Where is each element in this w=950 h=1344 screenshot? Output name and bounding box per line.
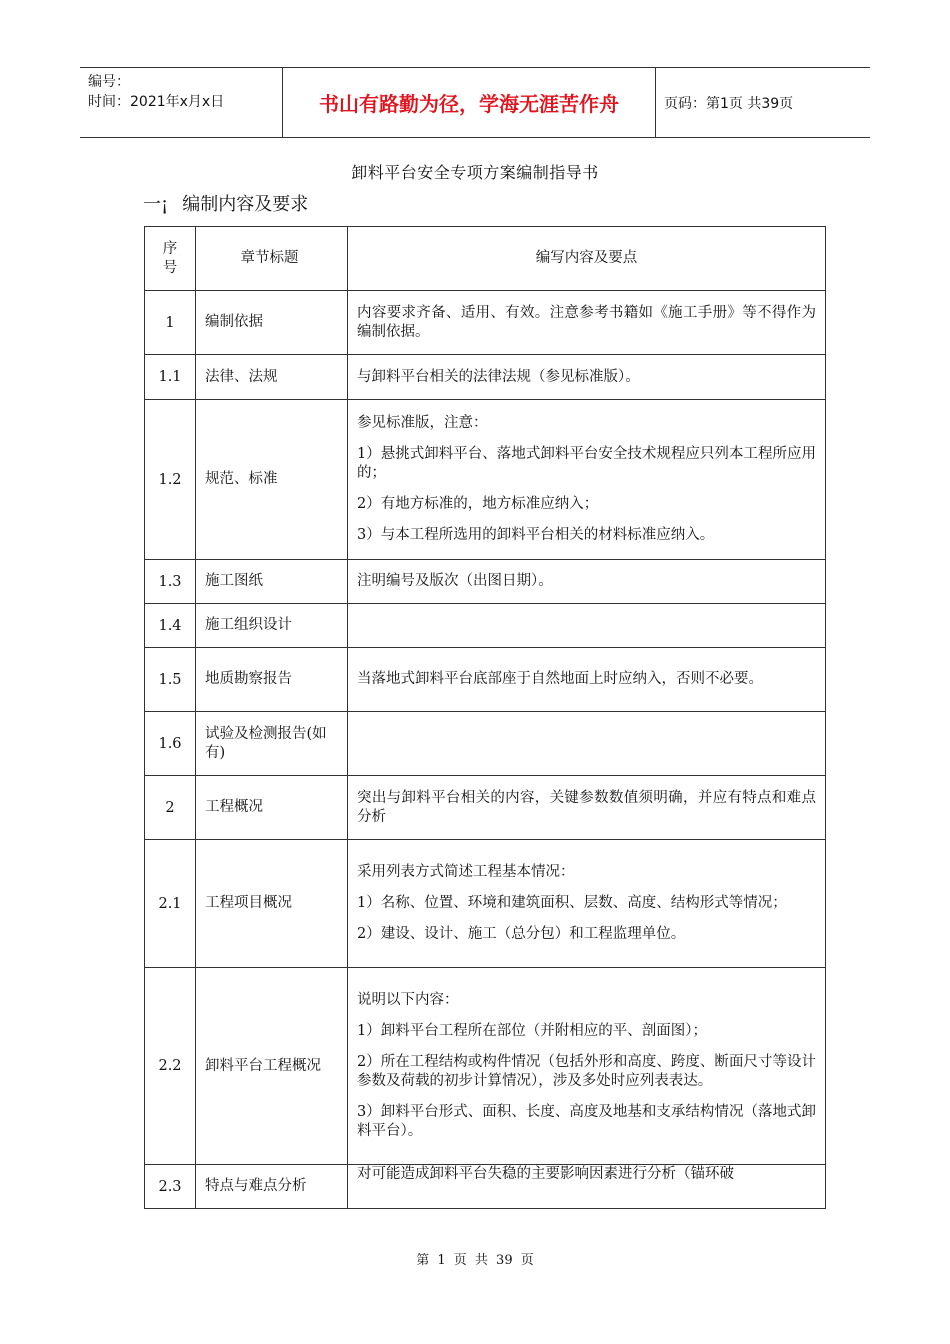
content-line: 内容要求齐备、适用、有效。注意参考书籍如《施工手册》等不得作为编制依据。	[357, 304, 816, 340]
table-row	[145, 776, 826, 840]
content-line: 当落地式卸料平台底部座于自然地面上时应纳入，否则不必要。	[357, 671, 763, 687]
row-chapter-title: 编制依据	[196, 291, 348, 355]
row-content	[348, 776, 826, 840]
row-chapter-title: 地质勘察报告	[196, 648, 348, 712]
section-number: 一¡	[143, 194, 169, 215]
row-seq: 1	[145, 291, 196, 355]
content-line: 与卸料平台相关的法律法规（参见标准版）。	[357, 368, 640, 385]
content-line: 1）卸料平台工程所在部位（并附相应的平、剖面图）；	[357, 1023, 707, 1039]
row-content	[348, 648, 826, 712]
table-header-row	[145, 227, 826, 291]
content-line: 注明编号及版次（出图日期）。	[357, 573, 553, 589]
row-seq: 1.5	[145, 648, 196, 712]
row-chapter-title: 工程项目概况	[196, 840, 348, 968]
table-row	[145, 560, 826, 604]
header-content: 编写内容及要点	[348, 227, 826, 291]
table-row	[145, 355, 826, 400]
content-line: 2）有地方标准的，地方标准应纳入；	[357, 496, 599, 512]
table-row	[145, 840, 826, 968]
document-title: 卸料平台安全专项方案编制指导书	[351, 163, 599, 182]
row-chapter-title: 施工组织设计	[196, 604, 348, 648]
table-row	[145, 604, 826, 648]
table-row	[145, 291, 826, 355]
row-chapter-title: 卸料平台工程概况	[196, 968, 348, 1165]
row-chapter-title: 试验及检测报告(如有)	[196, 712, 348, 776]
row-content	[348, 355, 826, 400]
content-line: 参见标准版，注意：	[357, 415, 488, 431]
section-heading	[143, 190, 308, 216]
page-header	[80, 67, 870, 138]
row-content	[348, 840, 826, 968]
table-row	[145, 400, 826, 560]
row-content	[348, 1165, 826, 1209]
content-line: 3）卸料平台形式、面积、长度、高度及地基和支承结构情况（落地式卸料平台）。	[357, 1104, 816, 1139]
row-seq: 1.1	[145, 355, 196, 400]
document-number-label: 编号：	[88, 74, 130, 90]
row-seq: 1.4	[145, 604, 196, 648]
row-content	[348, 604, 826, 648]
header-seq: 序号	[145, 227, 196, 291]
row-content	[348, 712, 826, 776]
content-line: 2）建设、设计、施工（总分包）和工程监理单位。	[357, 926, 686, 942]
document-time-label: 时间：2021年x月x日	[88, 94, 225, 110]
table-row	[145, 1165, 826, 1209]
row-seq: 2	[145, 776, 196, 840]
row-chapter-title: 工程概况	[196, 776, 348, 840]
section-title: 编制内容及要求	[182, 194, 309, 215]
row-seq: 1.3	[145, 560, 196, 604]
table-row	[145, 648, 826, 712]
row-seq: 1.6	[145, 712, 196, 776]
row-chapter-title: 特点与难点分析	[196, 1165, 348, 1209]
row-seq: 2.3	[145, 1165, 196, 1209]
content-line: 3）与本工程所选用的卸料平台相关的材料标准应纳入。	[357, 527, 715, 543]
header-page-info: 页码：第1页 共39页	[664, 95, 794, 112]
table-row	[145, 712, 826, 776]
row-chapter-title: 施工图纸	[196, 560, 348, 604]
row-chapter-title: 法律、法规	[196, 355, 348, 400]
row-seq: 1.2	[145, 400, 196, 560]
header-chapter-title: 章节标题	[196, 227, 348, 291]
content-line: 2）所在工程结构或构件情况（包括外形和高度、跨度、断面尺寸等设计参数及荷载的初步计算情况），涉及多处时应列表表达。	[357, 1054, 816, 1089]
row-content	[348, 291, 826, 355]
row-content	[348, 968, 826, 1165]
content-line: 突出与卸料平台相关的内容，关键参数数值须明确，并应有特点和难点分析	[357, 789, 816, 825]
page-footer: 第 1 页 共 39 页	[416, 1253, 534, 1268]
requirements-table	[144, 226, 826, 1209]
header-meta	[80, 68, 282, 137]
content-line: 采用列表方式简述工程基本情况：	[357, 864, 575, 880]
content-line: 对可能造成卸料平台失稳的主要影响因素进行分析（锚环破	[357, 1166, 734, 1182]
header-motto: 书山有路勤为径，学海无涯苦作舟	[282, 68, 656, 137]
row-seq: 2.2	[145, 968, 196, 1165]
row-content	[348, 560, 826, 604]
table-row	[145, 968, 826, 1165]
content-line: 1）名称、位置、环境和建筑面积、层数、高度、结构形式等情况；	[357, 895, 787, 911]
row-content	[348, 400, 826, 560]
row-chapter-title: 规范、标准	[196, 400, 348, 560]
content-line: 说明以下内容：	[357, 992, 459, 1008]
row-seq: 2.1	[145, 840, 196, 968]
content-line: 1）悬挑式卸料平台、落地式卸料平台安全技术规程应只列本工程所应用的；	[357, 446, 816, 481]
